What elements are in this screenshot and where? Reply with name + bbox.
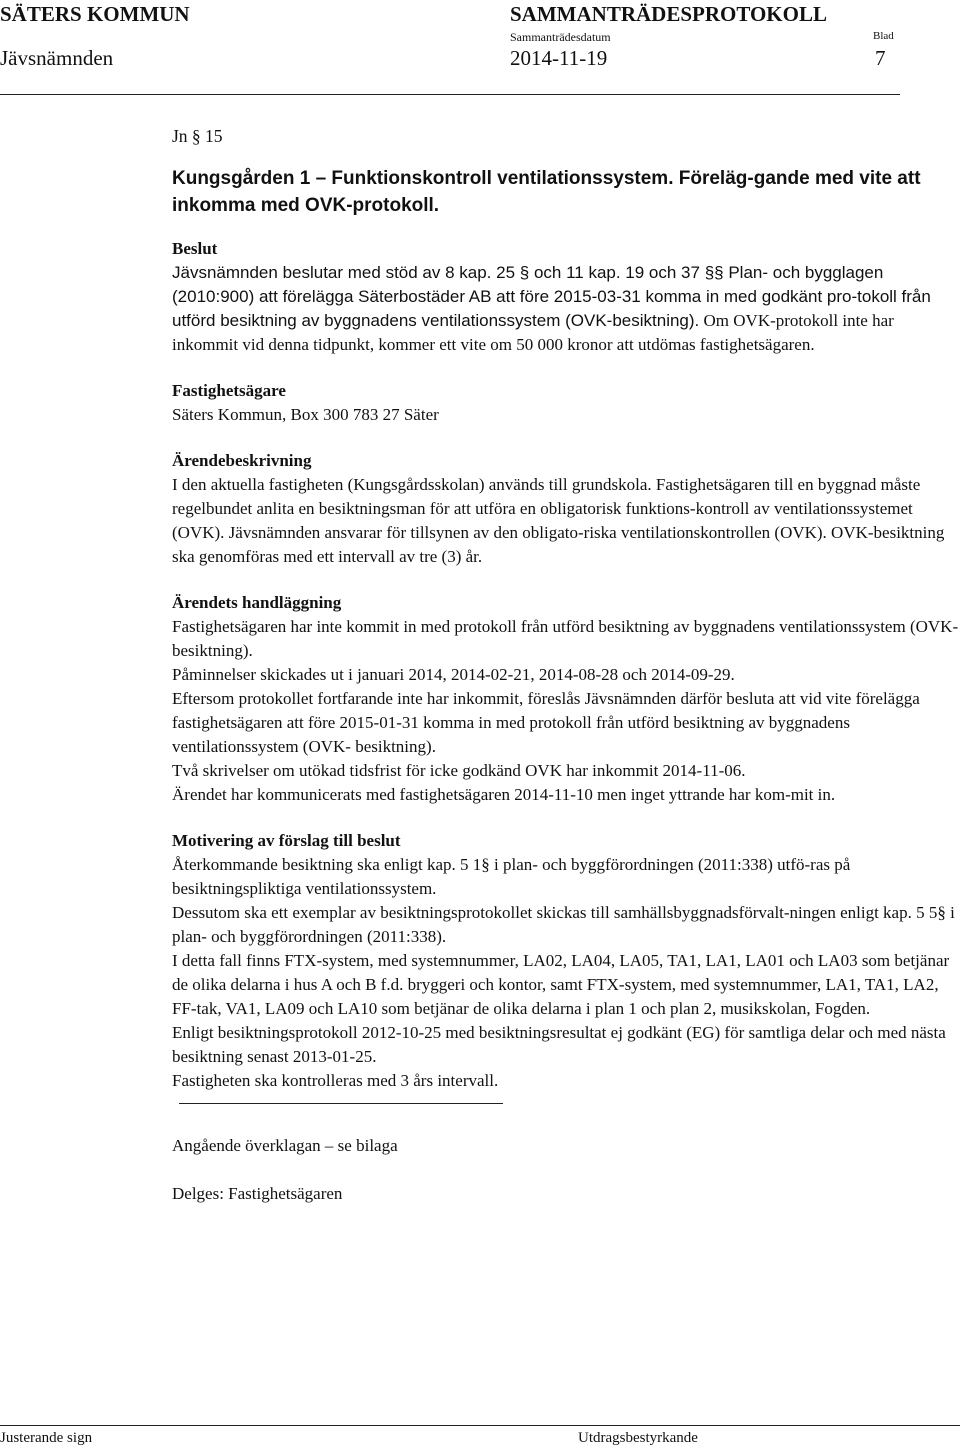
handlaggning-paragraph: Fastighetsägaren har inte kommit in med protokoll från utförd besiktning av byggnadens ventilationssystem (OVK- besiktning). [172,617,959,660]
motivering-paragraph: Dessutom ska ett exemplar av besiktningsprotokollet skickas till samhällsbyggnadsförvalt-ningen enligt kap. 5 5§ i plan- och byggförordningen (2011:338). [172,903,955,946]
fastighetsagare-heading: Fastighetsägare [172,381,286,400]
handlaggning-paragraph: Två skrivelser om utökad tidsfrist för icke godkänd OVK har inkommit 2014-11-06. [172,761,746,780]
header-page-number: 7 [875,46,886,70]
arendebeskrivning-heading: Ärendebeskrivning [172,451,312,470]
footer-justerande-sign: Justerande sign [0,1430,93,1446]
delges-note: Delges: Fastighetsägaren [172,1184,343,1203]
beslut-rest: Om OVK-protokoll inte har inkommit vid denna tidpunkt, kommer ett vite om 50 000 kronor att utdömas fastighetsägaren. [172,311,894,354]
beslut-intro: Jävsnämnden beslutar med stöd av 8 kap. 25 § och 11 kap. 19 och 37 §§ Plan- och bygglagen (2010:900) att förelägga Säterbostäder AB att före 2015-03-31 komma in med godkänt pro-tokoll från utförd besiktning av byggnadens ventilationssystem (OVK-besiktning). [172,263,931,330]
handlaggning-heading: Ärendets handläggning [172,593,342,612]
motivering-paragraph: Enligt besiktningsprotokoll 2012-10-25 med besiktningsresultat ej godkänt (EG) för samtliga delar och med nästa besiktning senast 2013-01-25. [172,1023,946,1066]
header-committee: Jävsnämnden [0,46,114,70]
motivering-paragraph: Återkommande besiktning ska enligt kap. 5 1§ i plan- och byggförordningen (2011:338) utfö-ras på besiktningspliktiga ventilationssystem. [172,855,851,898]
header-page-label: Blad [873,30,894,42]
motivering-paragraph: Fastigheten ska kontrolleras med 3 års intervall. [172,1071,499,1090]
footer-divider [0,1425,960,1426]
appeal-note: Angående överklagan – se bilaga [172,1136,398,1155]
case-number: Jn § 15 [172,126,223,146]
beslut-heading: Beslut [172,239,218,258]
header-organization: SÄTERS KOMMUN [0,2,190,26]
separator-line [179,1103,503,1104]
header-doc-type: SAMMANTRÄDESPROTOKOLL [510,2,827,26]
header-divider [0,94,900,95]
header-date: 2014-11-19 [510,46,608,70]
arendebeskrivning-text: I den aktuella fastigheten (Kungsgårdsskolan) används till grundskola. Fastighetsägaren till en byggnad måste regelbundet anlita en besiktningsman för att utföra en obligatorisk funktions-kontroll av ventilationssystemet (OVK). Jävsnämnden ansvarar för tillsynen av den obligato-riska ventilationskontrollen (OVK). OVK-besiktning ska genomföras med ett intervall av tre (3) år. [172,475,945,566]
beslut-text [172,261,960,357]
handlaggning-paragraph: Eftersom protokollet fortfarande inte har inkommit, föreslås Jävsnämnden därför besluta att vid vite förelägga fastighetsägaren att före 2015-01-31 komma in med protokoll från utförd besiktning av byggnadens ventilationssystem (OVK- besiktning). [172,689,920,756]
header-date-label: Sammanträdesdatum [510,30,611,44]
motivering-paragraph: I detta fall finns FTX-system, med systemnummer, LA02, LA04, LA05, TA1, LA1, LA01 och LA03 som betjänar de olika delarna i hus A och B f.d. bryggeri och kontor, samt FTX-system, med systemnummer, LA1, TA1, LA2, FF-tak, VA1, LA09 och LA10 som betjänar de olika delarna i plan 1 och plan 2, musikskolan, Fogden. [172,951,950,1018]
motivering-heading: Motivering av förslag till beslut [172,831,401,850]
case-title: Kungsgården 1 – Funktionskontroll ventilationssystem. Föreläg-gande med vite att inkomma med OVK-protokoll. [172,168,921,216]
fastighetsagare-text: Säters Kommun, Box 300 783 27 Säter [172,405,439,424]
handlaggning-paragraph: Ärendet har kommunicerats med fastighetsägaren 2014-11-10 men inget yttrande har kom-mit in. [172,785,836,804]
protocol-body [172,126,960,1206]
handlaggning-paragraph: Påminnelser skickades ut i januari 2014, 2014-02-21, 2014-08-28 och 2014-09-29. [172,665,735,684]
footer-utdragsbestyrkande: Utdragsbestyrkande [578,1430,698,1446]
